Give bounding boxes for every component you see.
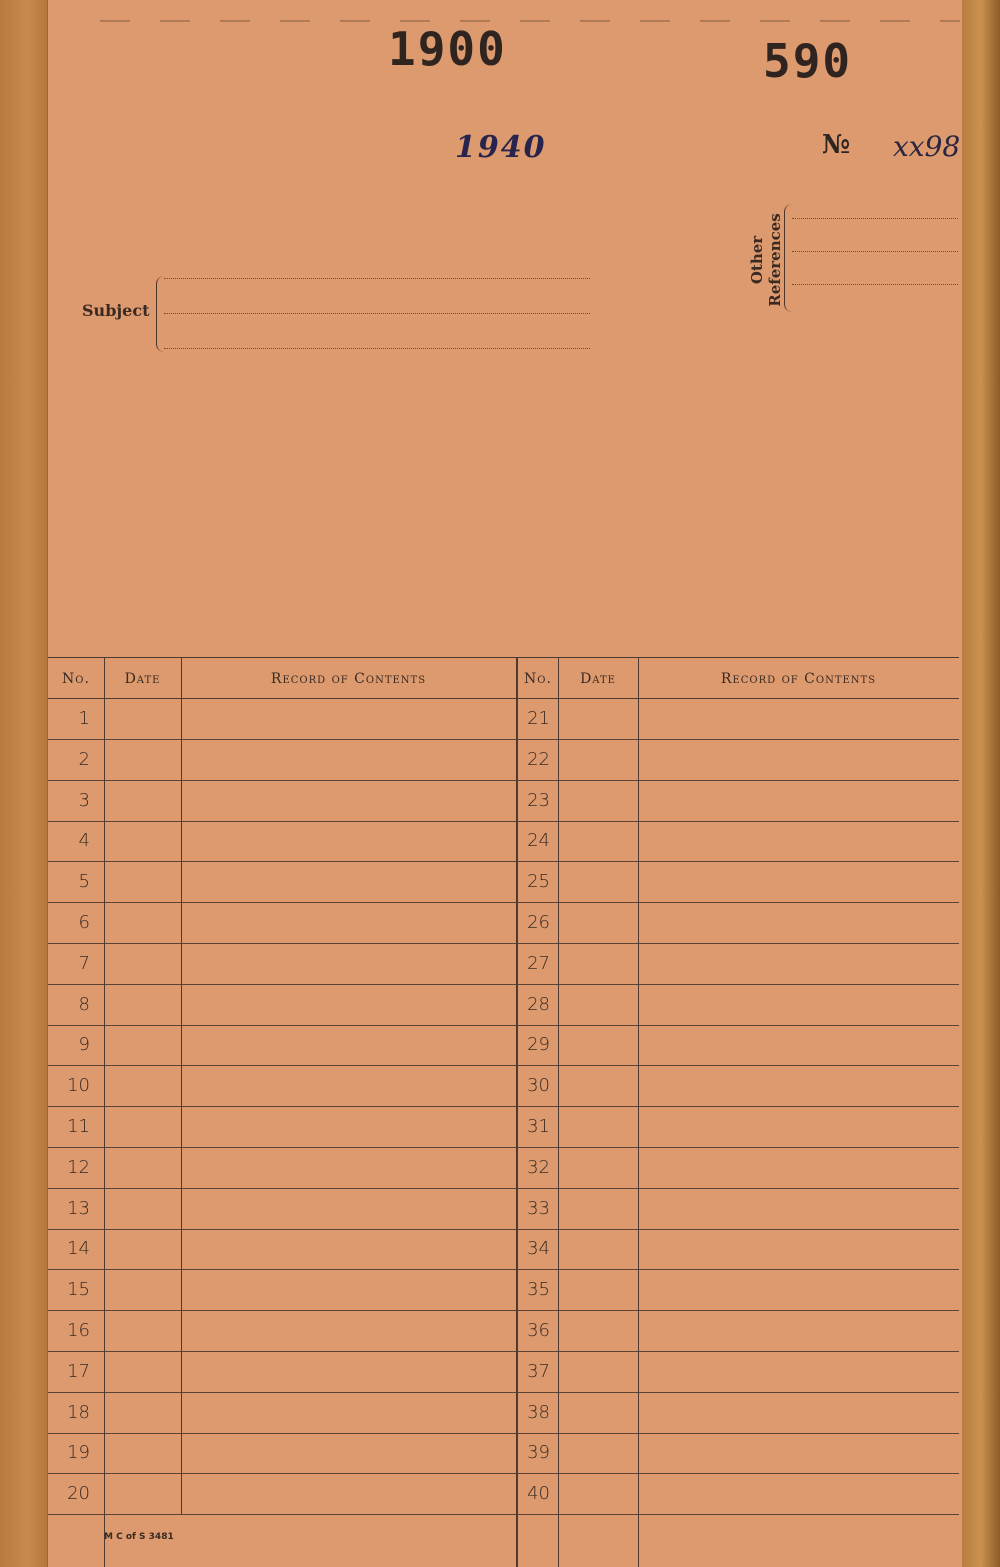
row-number: 3 (78, 789, 90, 811)
row-number: 27 (527, 952, 550, 974)
row-number: 21 (527, 708, 550, 729)
table-row[interactable] (48, 1065, 516, 1107)
column-divider (181, 657, 182, 1514)
row-number: 5 (78, 871, 90, 893)
table-header (518, 657, 959, 699)
table-row[interactable] (518, 1188, 959, 1230)
table-row[interactable] (48, 861, 516, 903)
row-number: 37 (527, 1360, 550, 1382)
table-row[interactable] (518, 1065, 959, 1107)
row-number: 24 (527, 830, 550, 852)
row-number: 31 (527, 1116, 550, 1137)
right-binding-strip (962, 0, 1000, 1567)
table-row[interactable] (518, 1432, 959, 1474)
row-number: 1 (78, 708, 90, 729)
header-date: Date (124, 671, 161, 687)
subject-line-1[interactable] (164, 278, 590, 279)
table-row[interactable] (518, 1106, 959, 1148)
table-row[interactable] (48, 902, 516, 944)
table-row[interactable] (518, 1392, 959, 1434)
header-no: No. (524, 671, 552, 687)
row-number: 40 (527, 1483, 550, 1505)
row-number: 10 (67, 1075, 90, 1097)
column-divider (638, 657, 639, 1567)
number-stamp: 590 (763, 34, 853, 88)
row-number: 33 (527, 1197, 550, 1219)
left-binding-strip (0, 0, 48, 1567)
table-row[interactable] (48, 1432, 516, 1474)
row-number: 34 (527, 1238, 550, 1260)
row-number: 38 (527, 1401, 550, 1423)
table-row[interactable] (48, 943, 516, 985)
table-row[interactable] (48, 698, 516, 740)
table-row[interactable] (48, 1106, 516, 1148)
table-row[interactable] (48, 1228, 516, 1270)
row-number: 35 (527, 1279, 550, 1301)
row-number: 32 (527, 1156, 550, 1178)
row-number: 14 (67, 1238, 90, 1260)
table-row[interactable] (48, 1269, 516, 1311)
table-row[interactable] (48, 1351, 516, 1393)
table-row[interactable] (48, 820, 516, 862)
table-row[interactable] (518, 1269, 959, 1311)
table-row[interactable] (518, 780, 959, 822)
row-number: 18 (67, 1401, 90, 1423)
other-references-line-1[interactable] (792, 218, 958, 219)
row-number: 6 (78, 912, 90, 933)
row-number: 23 (527, 789, 550, 811)
row-number: 11 (67, 1116, 90, 1137)
table-row[interactable] (518, 820, 959, 862)
table-row[interactable] (518, 1473, 959, 1515)
row-number: 17 (67, 1360, 90, 1382)
row-number: 36 (527, 1320, 550, 1341)
table-row[interactable] (518, 902, 959, 944)
file-number-value: xx98 (893, 130, 961, 163)
other-references-label: Other References (748, 213, 784, 307)
table-row[interactable] (518, 1228, 959, 1270)
row-number: 4 (78, 830, 90, 852)
table-row[interactable] (48, 1147, 516, 1189)
written-year: 1940 (455, 130, 547, 165)
table-row[interactable] (518, 1147, 959, 1189)
row-number: 39 (527, 1442, 550, 1464)
year-stamp: 1900 (388, 22, 507, 76)
table-row[interactable] (518, 1351, 959, 1393)
row-number: 28 (527, 993, 550, 1015)
header-contents: Record of Contents (270, 671, 427, 687)
row-number: 13 (67, 1197, 90, 1219)
table-row[interactable] (518, 1310, 959, 1352)
table-row[interactable] (518, 984, 959, 1026)
row-number: 26 (527, 912, 550, 933)
table-row[interactable] (518, 739, 959, 781)
header-date: Date (580, 671, 616, 687)
table-row[interactable] (48, 739, 516, 781)
file-number-label: № (822, 130, 851, 160)
subject-line-3[interactable] (164, 348, 590, 349)
row-number: 12 (67, 1156, 90, 1178)
row-number: 22 (527, 748, 550, 770)
row-number: 16 (67, 1320, 90, 1341)
table-header (48, 657, 516, 699)
column-divider (558, 657, 559, 1567)
row-number: 15 (67, 1279, 90, 1301)
printer-mark: M C of S 3481 (104, 1532, 174, 1542)
header-no: No. (62, 671, 90, 687)
column-divider (104, 657, 105, 1567)
table-row[interactable] (48, 984, 516, 1026)
table-row[interactable] (518, 861, 959, 903)
table-row[interactable] (518, 698, 959, 740)
table-row[interactable] (48, 1473, 516, 1515)
table-row[interactable] (48, 1310, 516, 1352)
table-row[interactable] (48, 780, 516, 822)
header-contents: Record of Contents (720, 671, 877, 687)
table-row[interactable] (48, 1024, 516, 1066)
table-row[interactable] (518, 943, 959, 985)
subject-line-2[interactable] (164, 313, 590, 314)
row-number: 25 (527, 871, 550, 893)
row-number: 20 (67, 1483, 90, 1505)
table-row[interactable] (48, 1188, 516, 1230)
table-row[interactable] (518, 1024, 959, 1066)
other-references-line-2[interactable] (792, 251, 958, 252)
subject-brace (156, 276, 165, 352)
record-table-right (518, 657, 959, 1567)
subject-label: Subject (82, 301, 150, 320)
record-table-left (48, 657, 516, 1567)
table-row[interactable] (48, 1392, 516, 1434)
other-references-line-3[interactable] (792, 284, 958, 285)
row-number: 9 (78, 1034, 90, 1056)
row-number: 7 (78, 952, 90, 974)
row-number: 19 (67, 1442, 90, 1464)
row-number: 8 (78, 993, 90, 1015)
other-references-brace (784, 204, 793, 312)
row-number: 2 (78, 748, 90, 770)
row-number: 29 (527, 1034, 550, 1056)
top-edge-mark (100, 20, 960, 22)
row-number: 30 (527, 1075, 550, 1097)
